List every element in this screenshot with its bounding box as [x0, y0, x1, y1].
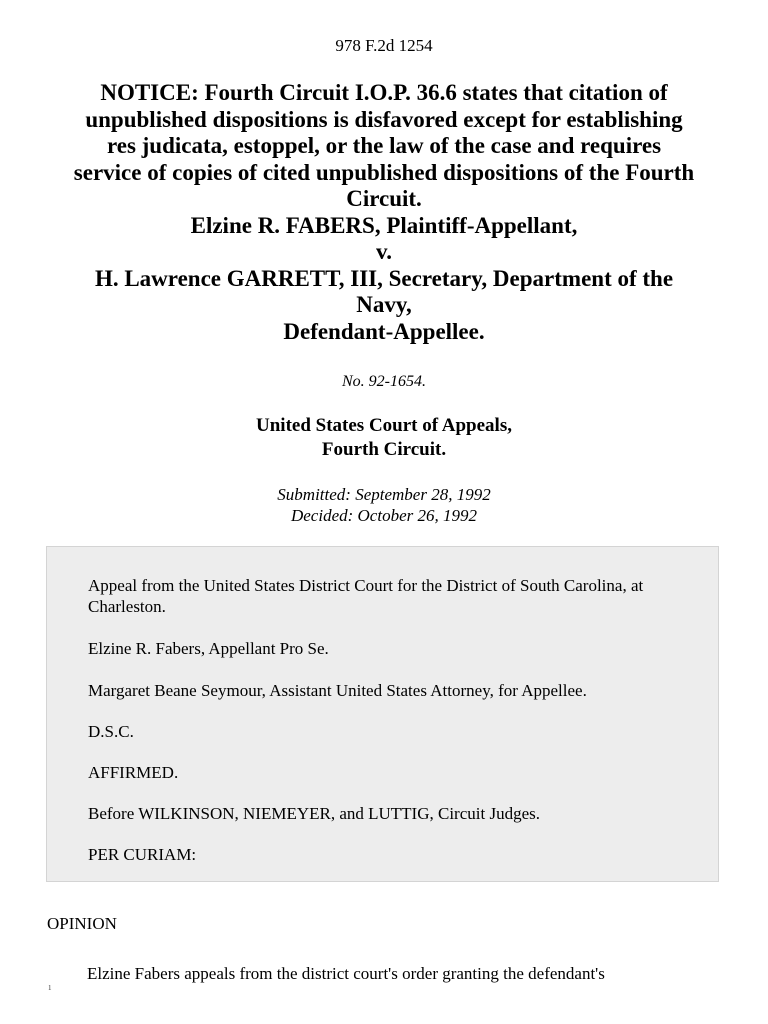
lower-court: D.S.C. [88, 722, 134, 741]
court-line-2: Fourth Circuit. [321, 439, 447, 460]
panel: Before WILKINSON, NIEMEYER, and LUTTIG, Circuit Judges. [88, 804, 540, 823]
appellant-name: Elzine R. FABERS, Plaintiff-Appellant, [190, 212, 578, 238]
citation: 978 F.2d 1254 [335, 36, 433, 55]
notice-line: service of copies of cited unpublished dispositions of the Fourth [73, 159, 695, 185]
appeal-from: Appeal from the United States District Court for the District of South Carolina, at Charleston. [88, 576, 644, 616]
case-summary-box [46, 546, 719, 882]
appellee-line: Navy, [356, 292, 412, 317]
appellee-line: H. Lawrence GARRETT, III, Secretary, Department of the [94, 265, 674, 291]
appellant-counsel: Elzine R. Fabers, Appellant Pro Se. [88, 639, 329, 658]
opinion-paragraph: Elzine Fabers appeals from the district court's order granting the defendant's [87, 964, 605, 983]
footnote-marker[interactable]: 1 [48, 984, 52, 992]
docket-number: No. 92-1654. [342, 373, 426, 390]
notice-line: unpublished dispositions is disfavored except for establishing [85, 106, 683, 132]
notice-line: res judicata, estoppel, or the law of the case and requires [106, 133, 662, 158]
appellee-line: Defendant-Appellee. [283, 318, 485, 344]
versus: v. [376, 239, 392, 264]
case-dates [0, 484, 768, 526]
opinion-label: OPINION [47, 914, 117, 933]
court-line-1: United States Court of Appeals, [256, 415, 512, 436]
court-name [0, 414, 768, 462]
notice-line: NOTICE: Fourth Circuit I.O.P. 36.6 states that citation of [100, 80, 668, 105]
disposition: AFFIRMED. [88, 763, 179, 782]
case-heading [30, 80, 738, 345]
decided-date: Decided: October 26, 1992 [290, 506, 477, 525]
notice-line: Circuit. [346, 186, 422, 211]
submitted-date: Submitted: September 28, 1992 [277, 485, 491, 504]
appellee-counsel: Margaret Beane Seymour, Assistant United States Attorney, for Appellee. [88, 681, 587, 700]
opinion-author: PER CURIAM: [88, 845, 197, 864]
